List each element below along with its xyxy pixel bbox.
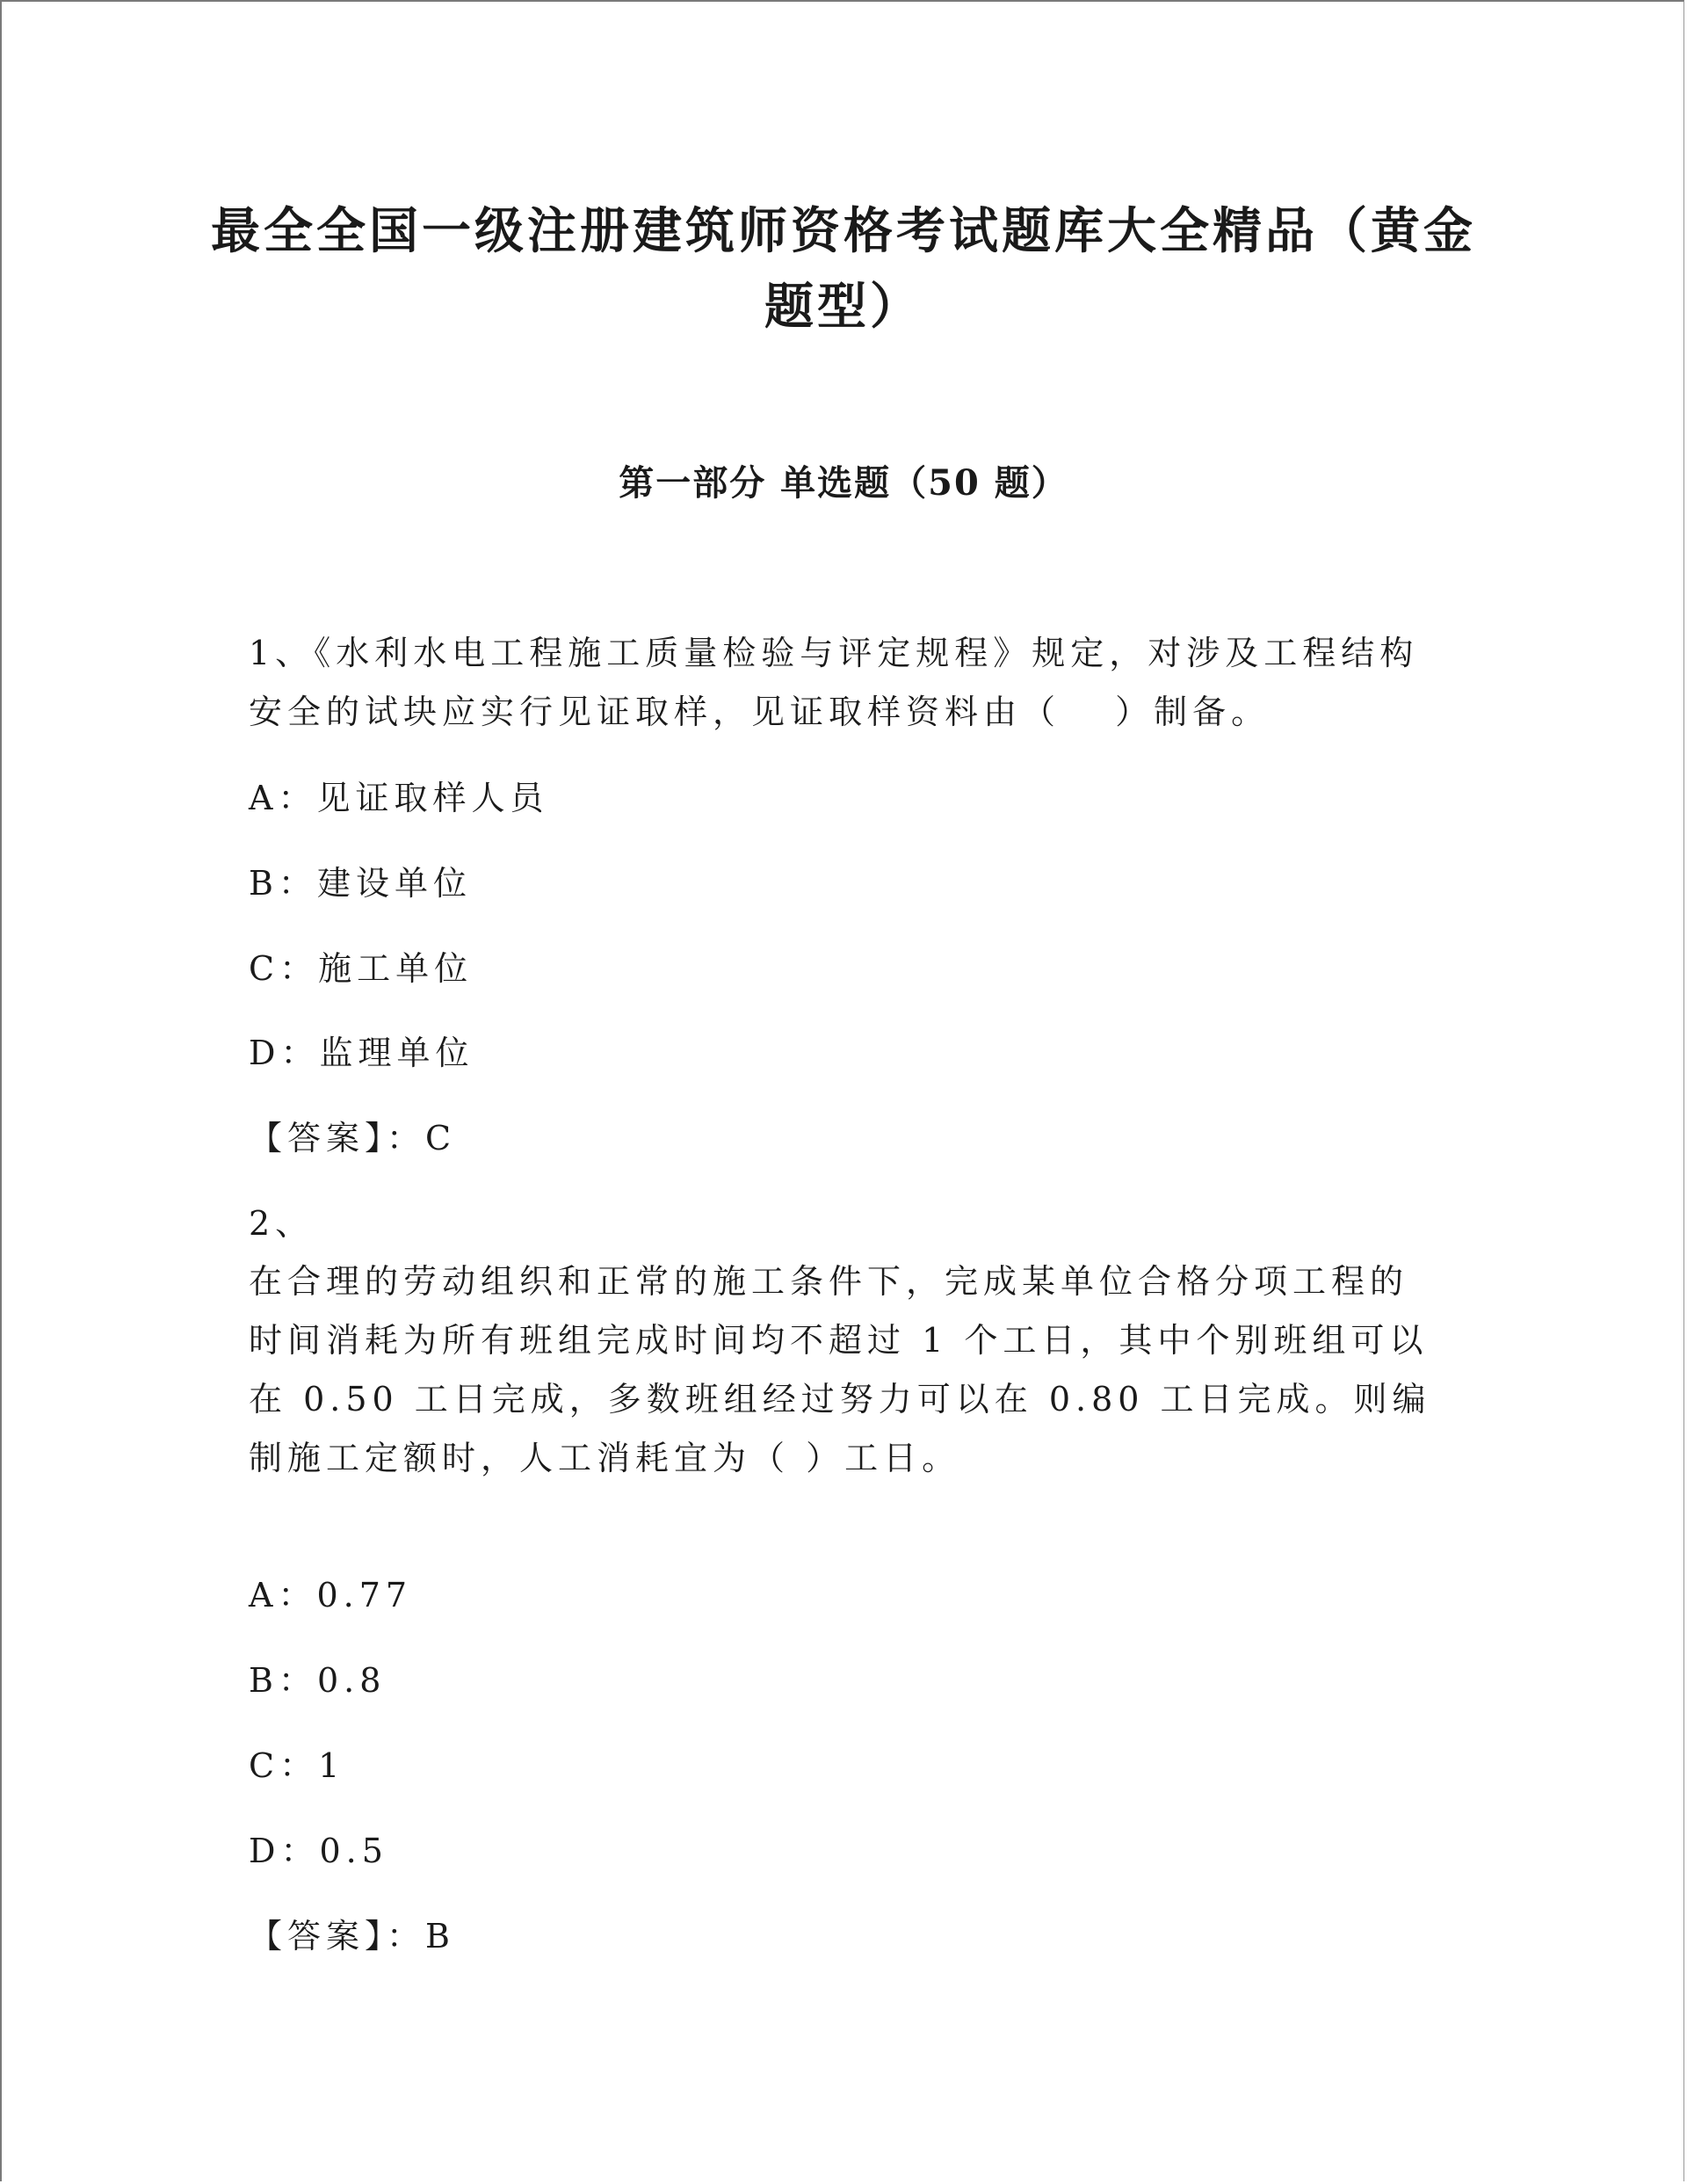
option-label: A： [249,779,317,817]
option-text: 0.5 [319,1832,388,1870]
answer-label: 【答案】： [249,1917,426,1955]
question-number: 1、 [249,634,315,672]
option-a [249,772,548,824]
option-text: 1 [318,1746,345,1785]
option-d [249,1825,388,1877]
question-1 [249,624,1444,742]
question-2 [249,1252,1444,1488]
answer-value: C [425,1119,457,1157]
option-label: A： [249,1576,317,1614]
option-b [249,1654,386,1707]
option-text: 建设单位 [316,864,472,903]
option-label: C： [249,1746,319,1785]
option-text: 见证取样人员 [316,779,549,817]
option-text: 监理单位 [319,1034,474,1072]
question-text: 《水利水电工程施工质量检验与评定规程》规定，对涉及工程结构安全的试块应实行见证取样，见证取样资料由（ ）制备。 [249,634,1419,731]
option-label: D： [249,1034,320,1072]
answer-value: B [425,1917,455,1955]
question-number: 2、 [249,1204,315,1243]
option-label: B： [249,1661,317,1700]
option-c [249,942,473,995]
option-text: 0.8 [316,1661,387,1700]
option-d [249,1027,474,1079]
answer-line [249,1112,456,1165]
option-label: B： [249,864,317,903]
document-title: 最全全国一级注册建筑师资格考试题库大全精品（黄金题型） [211,202,1476,336]
option-a [249,1569,412,1622]
question-text: 在合理的劳动组织和正常的施工条件下，完成某单位合格分项工程的时间消耗为所有班组完成时间均不超过 1 个工日，其中个别班组可以在 0.50 工日完成，多数班组经过努力可以在 0.80 工日完成。则编制施工定额时，人工消耗宜为（ ）工日。 [249,1262,1431,1477]
option-label: C： [249,949,319,988]
option-b [249,857,472,910]
answer-line [249,1910,455,1963]
option-label: D： [249,1832,320,1870]
answer-label: 【答案】： [249,1119,426,1157]
option-text: 施工单位 [318,949,474,988]
question-stem [249,624,1444,742]
section-heading: 第一部分 单选题（50 题） [619,462,1068,504]
option-text: 0.77 [316,1576,413,1614]
option-c [249,1739,344,1792]
